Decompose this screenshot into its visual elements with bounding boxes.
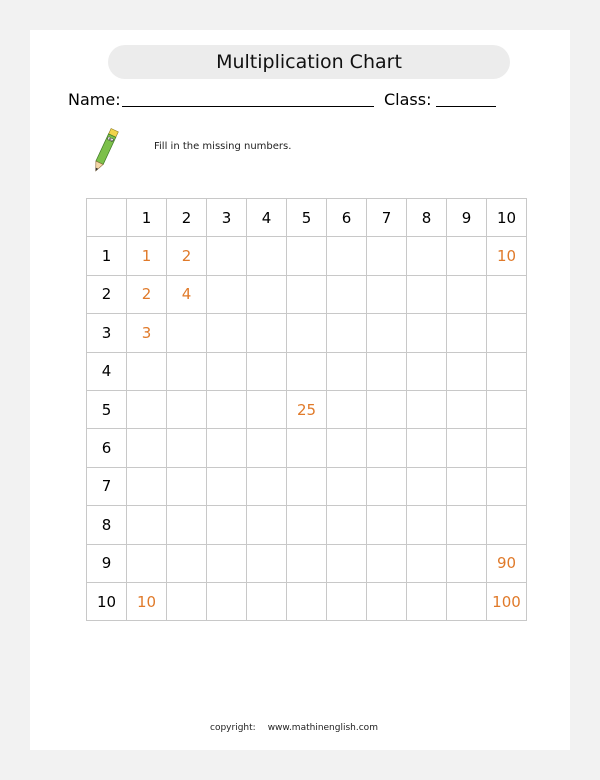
answer-cell[interactable] (287, 352, 327, 390)
answer-cell[interactable] (287, 275, 327, 313)
answer-cell[interactable] (487, 352, 527, 390)
answer-cell[interactable]: 2 (127, 275, 167, 313)
answer-cell[interactable] (127, 390, 167, 428)
answer-cell[interactable] (487, 429, 527, 467)
answer-cell[interactable] (447, 582, 487, 620)
answer-cell[interactable] (207, 352, 247, 390)
answer-cell[interactable] (287, 237, 327, 275)
answer-cell[interactable] (407, 429, 447, 467)
column-header: 3 (207, 199, 247, 237)
table-row (87, 582, 527, 620)
answer-cell[interactable] (247, 275, 287, 313)
answer-cell[interactable] (207, 390, 247, 428)
answer-cell[interactable] (407, 544, 447, 582)
answer-cell[interactable] (127, 467, 167, 505)
name-class-row (68, 88, 528, 112)
answer-cell[interactable] (487, 390, 527, 428)
answer-cell[interactable]: 2 (167, 237, 207, 275)
answer-cell[interactable] (327, 467, 367, 505)
answer-cell[interactable] (407, 582, 447, 620)
answer-cell[interactable]: 100 (487, 582, 527, 620)
answer-cell[interactable] (367, 506, 407, 544)
title-text: Multiplication Chart (216, 51, 402, 73)
answer-cell[interactable] (407, 390, 447, 428)
answer-cell[interactable]: 25 (287, 390, 327, 428)
answer-cell[interactable] (207, 544, 247, 582)
answer-cell[interactable] (167, 352, 207, 390)
answer-cell[interactable] (447, 390, 487, 428)
answer-cell[interactable] (287, 314, 327, 352)
table-row (87, 275, 527, 313)
name-blank-line[interactable] (122, 106, 374, 107)
site-url[interactable]: www.mathinenglish.com (267, 723, 378, 733)
answer-cell[interactable] (247, 314, 287, 352)
answer-cell[interactable] (407, 467, 447, 505)
class-blank-line[interactable] (436, 106, 496, 107)
answer-cell[interactable] (167, 390, 207, 428)
multiplication-table (86, 198, 527, 621)
answer-cell[interactable]: 10 (487, 237, 527, 275)
instruction-text: Fill in the missing numbers. (154, 141, 292, 152)
column-header: 8 (407, 199, 447, 237)
row-header: 7 (87, 467, 127, 505)
answer-cell[interactable] (167, 467, 207, 505)
answer-cell[interactable] (247, 237, 287, 275)
answer-cell[interactable] (447, 314, 487, 352)
answer-cell[interactable] (447, 506, 487, 544)
answer-cell[interactable] (487, 467, 527, 505)
row-header: 1 (87, 237, 127, 275)
name-label: Name: (68, 90, 121, 109)
copyright-footer (210, 723, 378, 733)
table-row (87, 390, 527, 428)
row-header: 3 (87, 314, 127, 352)
table-row (87, 314, 527, 352)
answer-cell[interactable] (407, 314, 447, 352)
row-header: 8 (87, 506, 127, 544)
column-header: 5 (287, 199, 327, 237)
answer-cell[interactable] (167, 582, 207, 620)
table-row (87, 237, 527, 275)
answer-cell[interactable]: 90 (487, 544, 527, 582)
class-label: Class: (384, 90, 432, 109)
table-row (87, 506, 527, 544)
row-header: 4 (87, 352, 127, 390)
worksheet (30, 30, 570, 750)
answer-cell[interactable] (447, 429, 487, 467)
answer-cell[interactable] (487, 314, 527, 352)
answer-cell[interactable] (247, 390, 287, 428)
answer-cell[interactable] (127, 544, 167, 582)
answer-cell[interactable] (207, 467, 247, 505)
answer-cell[interactable] (207, 237, 247, 275)
corner-cell (87, 199, 127, 237)
answer-cell[interactable] (447, 237, 487, 275)
row-header: 9 (87, 544, 127, 582)
answer-cell[interactable] (127, 429, 167, 467)
answer-cell[interactable] (247, 544, 287, 582)
answer-cell[interactable] (247, 506, 287, 544)
answer-cell[interactable] (207, 314, 247, 352)
answer-cell[interactable] (367, 352, 407, 390)
column-header: 2 (167, 199, 207, 237)
column-header: 6 (327, 199, 367, 237)
column-header: 9 (447, 199, 487, 237)
answer-cell[interactable] (327, 429, 367, 467)
column-header: 1 (127, 199, 167, 237)
answer-cell[interactable] (287, 544, 327, 582)
answer-cell[interactable] (407, 275, 447, 313)
answer-cell[interactable] (367, 275, 407, 313)
answer-cell[interactable] (167, 314, 207, 352)
answer-cell[interactable] (407, 506, 447, 544)
answer-cell[interactable] (447, 467, 487, 505)
answer-cell[interactable] (327, 352, 367, 390)
answer-cell[interactable] (167, 506, 207, 544)
answer-cell[interactable] (367, 390, 407, 428)
answer-cell[interactable] (247, 429, 287, 467)
answer-cell[interactable] (247, 352, 287, 390)
answer-cell[interactable] (487, 275, 527, 313)
answer-cell[interactable] (487, 506, 527, 544)
answer-cell[interactable] (327, 237, 367, 275)
answer-cell[interactable]: 1 (127, 237, 167, 275)
answer-cell[interactable] (207, 506, 247, 544)
column-header: 4 (247, 199, 287, 237)
answer-cell[interactable]: 3 (127, 314, 167, 352)
table-row (87, 429, 527, 467)
answer-cell[interactable] (407, 237, 447, 275)
column-header: 10 (487, 199, 527, 237)
answer-cell[interactable] (287, 582, 327, 620)
answer-cell[interactable]: 10 (127, 582, 167, 620)
answer-cell[interactable] (327, 390, 367, 428)
pencil-icon (90, 126, 120, 176)
table-row (87, 352, 527, 390)
answer-cell[interactable] (287, 506, 327, 544)
answer-cell[interactable] (447, 352, 487, 390)
answer-cell[interactable] (367, 314, 407, 352)
page-title (108, 45, 510, 79)
table-row (87, 544, 527, 582)
answer-cell[interactable] (127, 352, 167, 390)
answer-cell[interactable] (327, 544, 367, 582)
answer-cell[interactable] (447, 544, 487, 582)
table-row (87, 467, 527, 505)
answer-cell[interactable] (327, 275, 367, 313)
column-header: 7 (367, 199, 407, 237)
row-header: 5 (87, 390, 127, 428)
row-header: 10 (87, 582, 127, 620)
answer-cell[interactable] (367, 429, 407, 467)
answer-cell[interactable] (287, 429, 327, 467)
answer-cell[interactable] (407, 352, 447, 390)
answer-cell[interactable] (327, 582, 367, 620)
answer-cell[interactable] (167, 544, 207, 582)
answer-cell[interactable] (247, 582, 287, 620)
header-row (87, 199, 527, 237)
answer-cell[interactable] (367, 237, 407, 275)
answer-cell[interactable] (367, 582, 407, 620)
answer-cell[interactable] (247, 467, 287, 505)
answer-cell[interactable] (167, 429, 207, 467)
answer-cell[interactable] (127, 506, 167, 544)
answer-cell[interactable] (327, 314, 367, 352)
answer-cell[interactable] (207, 582, 247, 620)
answer-cell[interactable] (207, 275, 247, 313)
answer-cell[interactable] (367, 544, 407, 582)
answer-cell[interactable]: 4 (167, 275, 207, 313)
answer-cell[interactable] (287, 467, 327, 505)
answer-cell[interactable] (207, 429, 247, 467)
answer-cell[interactable] (367, 467, 407, 505)
answer-cell[interactable] (447, 275, 487, 313)
answer-cell[interactable] (327, 506, 367, 544)
copyright-label: copyright: (210, 723, 256, 733)
row-header: 6 (87, 429, 127, 467)
row-header: 2 (87, 275, 127, 313)
